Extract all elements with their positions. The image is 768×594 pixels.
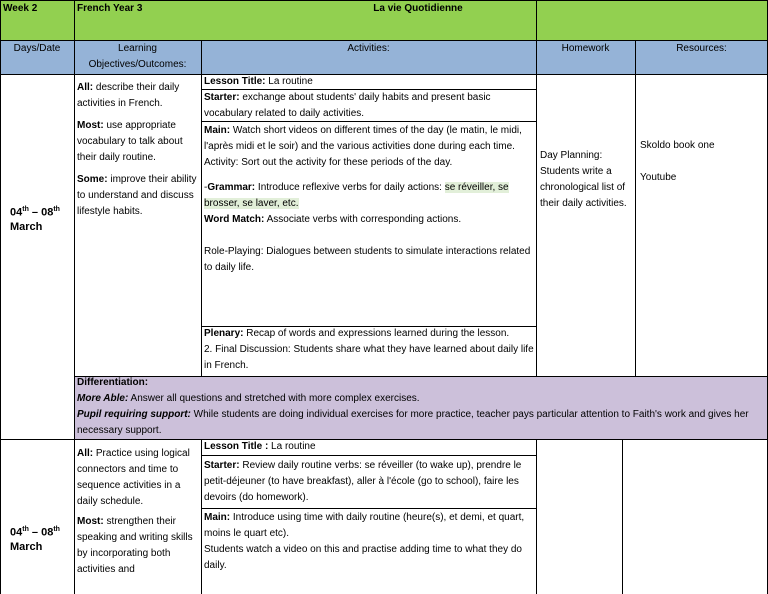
differentiation: Differentiation: More Able: Answer all questions and stretched with more complex exercises. Pupil requiring support: While students are doing individual exercises for more practice, teacher pays particular attention to Faith's work and gives her necessary support.: [77, 377, 749, 436]
lesson2-date: 04th – 08th March: [10, 526, 60, 553]
lesson1-plenary: Plenary: Recap of words and expressions learned during the lesson. 2. Final Discussion: Students share what they have learned about daily life in French.: [204, 328, 534, 371]
lesson2-objectives: All: Practice using logical connectors and time to sequence activities in a daily schedule. Most: strengthen their speaking and writing skills by incorporating both activities and: [77, 448, 193, 575]
lesson1-main: Main: Watch short videos on different times of the day (le matin, le midi, l'après midi et le soir) and the various activities done during each time. Activity: Sort out the activity for these periods of the day. -Grammar: Introduce reflexive verbs for daily actions: se réveiller, se brosser, se laver, etc. Word Match: Associate verbs with corresponding actions. Role-Playing: Dialogues between students to simulate interactions related to daily life.: [204, 125, 531, 273]
lesson2-title: Lesson Title : La routine: [204, 441, 316, 452]
col-homework: Homework: [561, 43, 610, 54]
lesson2-main: Main: Introduce using time with daily routine (heure(s), et demi, et quart, moins le quart etc). Students watch a video on this and practise adding time to what they do daily.: [204, 512, 525, 571]
col-activities: Activities:: [347, 43, 390, 54]
col-objectives-line2: Objectives/Outcomes:: [88, 59, 187, 70]
col-days: Days/Date: [13, 43, 61, 54]
lesson1-resource-1: Skoldo book one: [640, 140, 715, 151]
col-objectives-line1: Learning: [118, 43, 157, 54]
lesson1-objectives: All: describe their daily activities in French. Most: use appropriate vocabulary to talk about their daily routine. Some: improve their ability to understand and discuss lifestyle habits.: [77, 82, 197, 217]
topic-label: La vie Quotidienne: [373, 3, 463, 14]
lesson2-starter: Starter: Review daily routine verbs: se réveiller (to wake up), prendre le petit-déjeuner (to have breakfast), aller à l'école (go to school), faire les devoirs (do homework).: [204, 460, 522, 503]
lesson1-starter: Starter: exchange about students' daily habits and present basic vocabulary related to daily activities.: [204, 92, 491, 119]
lesson1-homework: Day Planning: Students write a chronological list of their daily activities.: [540, 150, 627, 209]
lesson1-title: Lesson Title: La routine: [204, 76, 313, 87]
lesson1-resource-2: Youtube: [640, 172, 677, 183]
col-resources: Resources:: [676, 43, 727, 54]
subject-label: French Year 3: [77, 3, 143, 14]
week-label: Week 2: [3, 3, 38, 14]
col-objectives: [74, 41, 201, 73]
lesson1-date: 04th – 08th March: [10, 206, 60, 233]
